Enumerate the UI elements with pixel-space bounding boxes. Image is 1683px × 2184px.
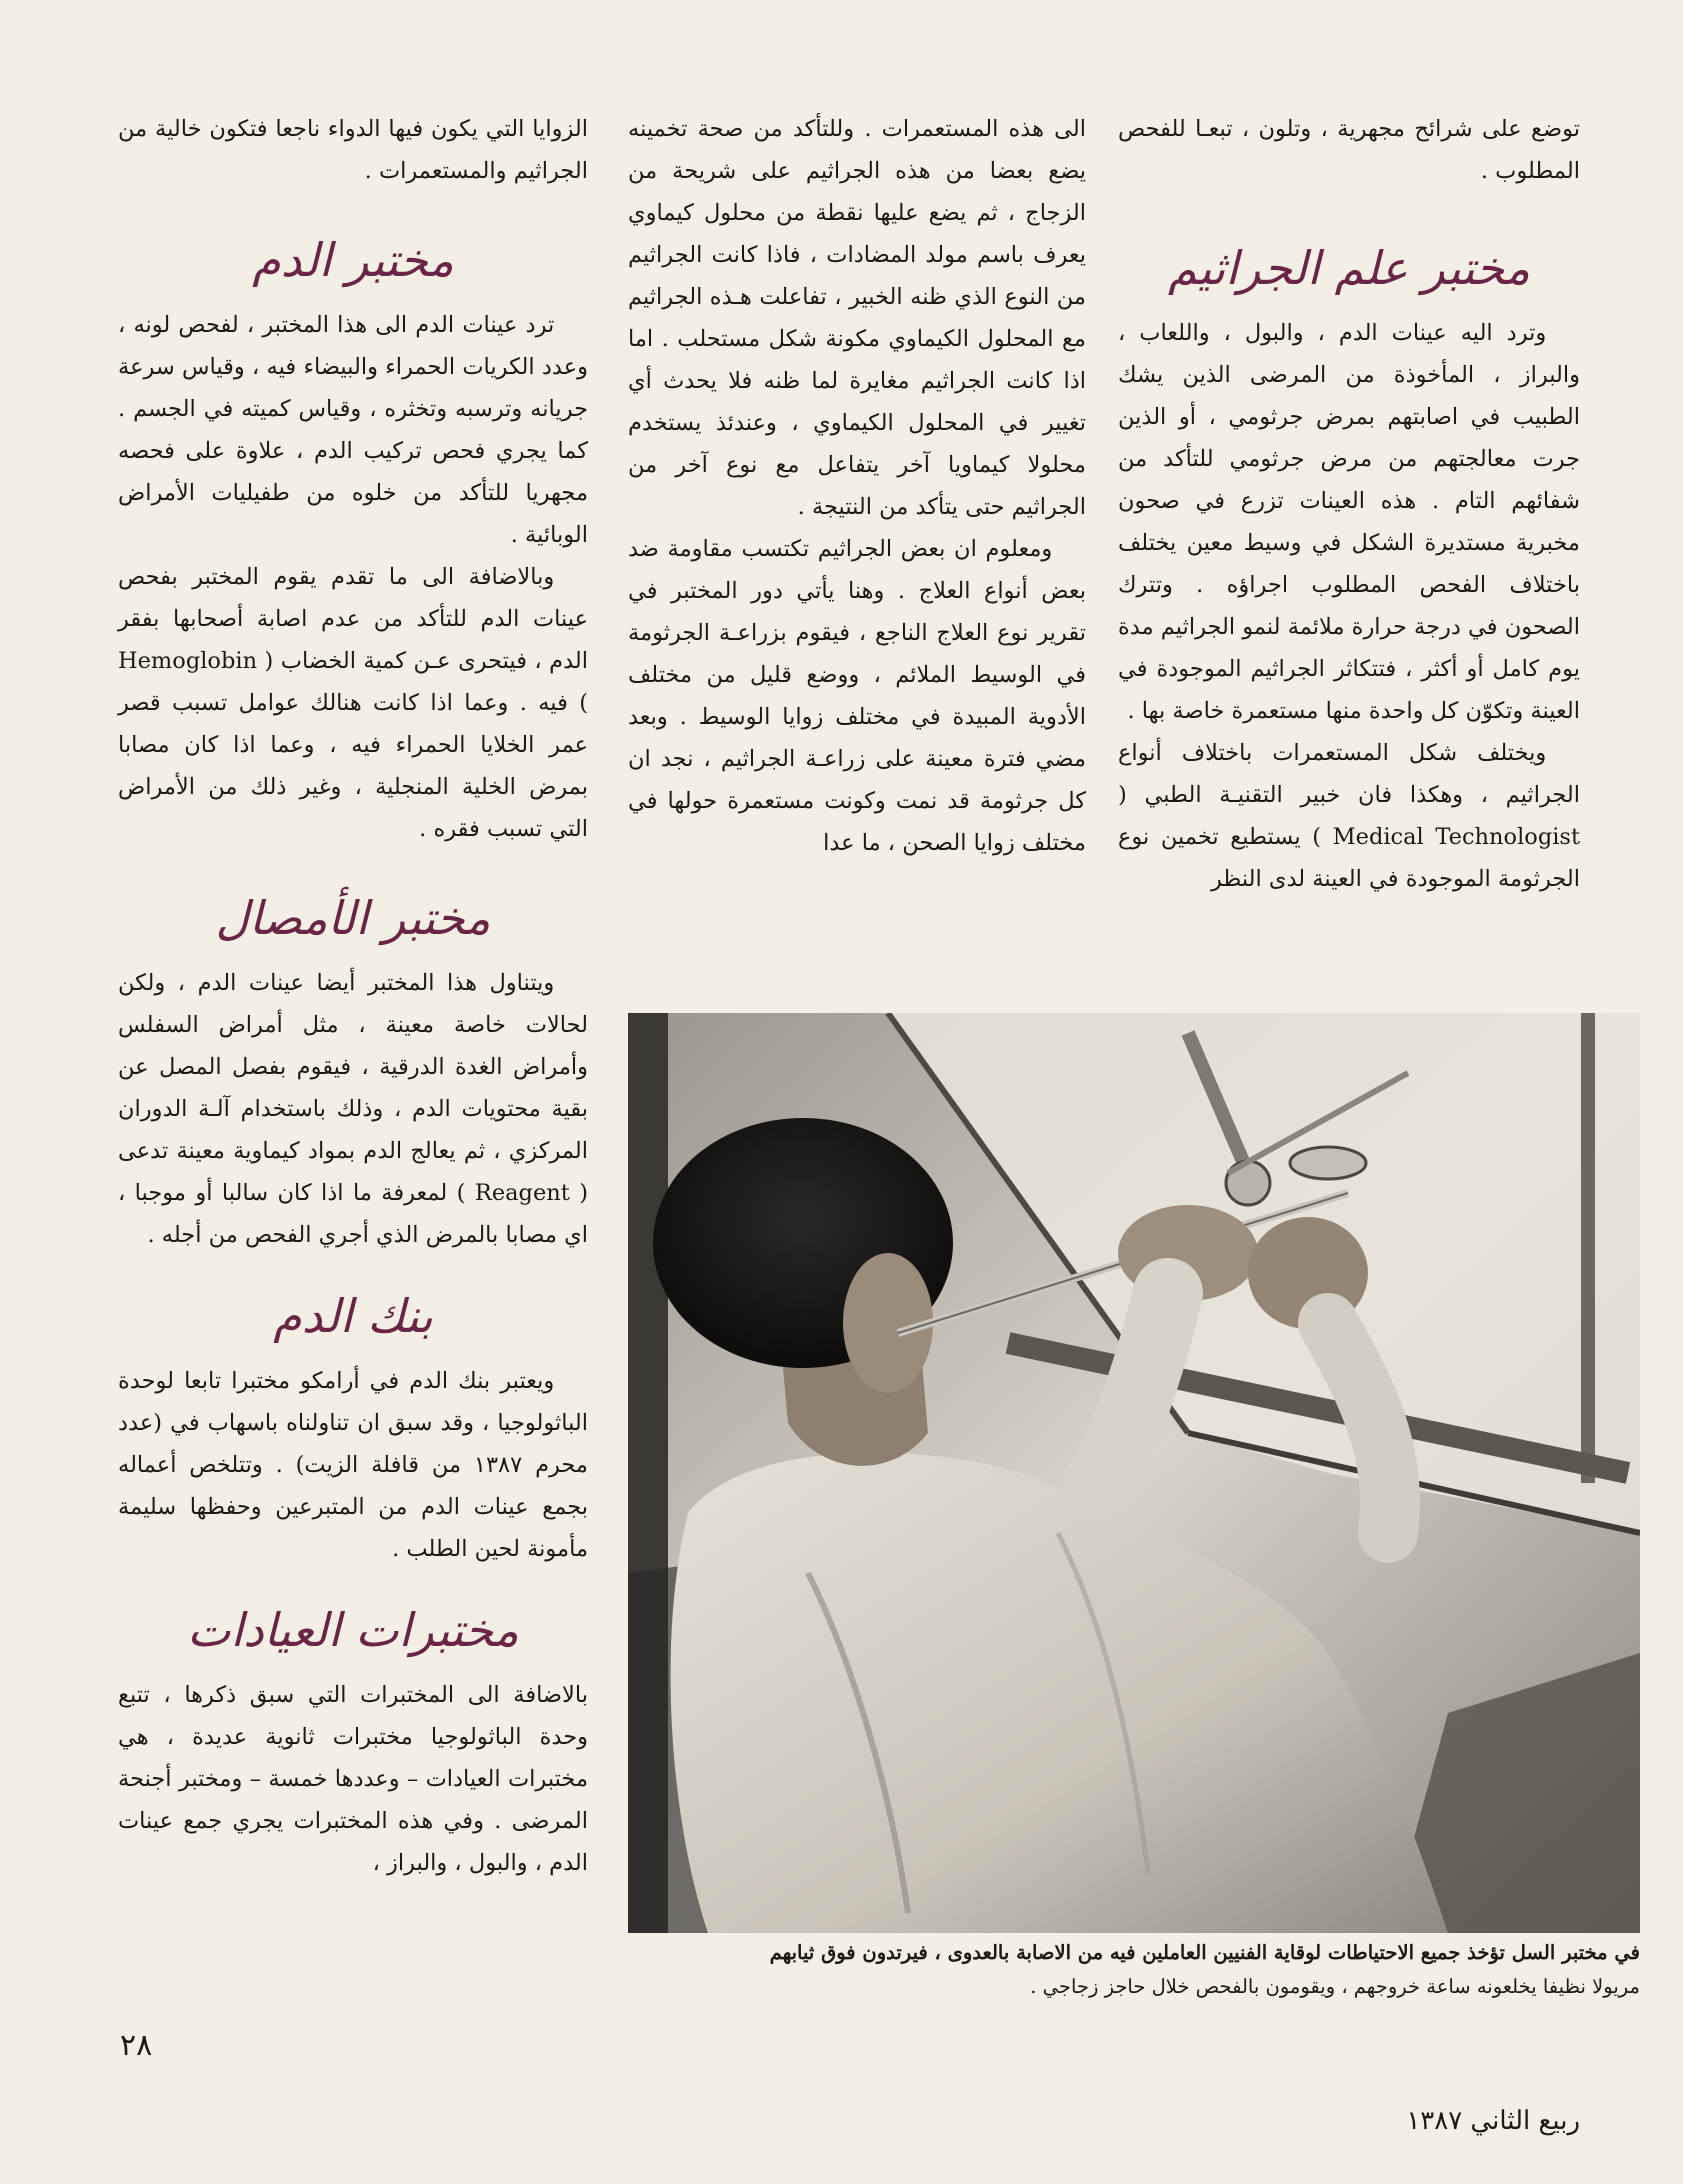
paragraph: ويختلف شكل المستعمرات باختلاف أنواع الجراثيم ، وهكذا فان خبير التقنيـة الطبي ( Medical Technologist ) يستطيع تخمين نوع الجرثومة الموجودة في العينة لدى النظر <box>1118 740 1581 892</box>
paragraph: وترد اليه عينات الدم ، والبول ، واللعاب ، والبراز ، المأخوذة من المرضى الذين يشك الطبيب في اصابتهم بمرض جرثومي ، أو الذين جرت معالجتهم من مرض جرثومي للتأكد من شفائهم التام . هذه العينات تزرع في صحون مخبرية مستديرة الشكل في وسيط معين يختلف باختلاف الفحص المطلوب اجراؤه . وتترك الصحون في درجة حرارة ملائمة لنمو الجراثيم مدة يوم كامل أو أكثر ، فتتكاثر الجراثيم الموجودة في العينة وتكوّن كل واحدة منها مستعمرة خاصة بها . <box>1117 320 1580 724</box>
paragraph: وبالاضافة الى ما تقدم يقوم المختبر بفحص عينات الدم للتأكد من عدم اصابة أصحابها بفقر الدم ، فيتحرى عـن كمية الخضاب ( Hemoglobin ) فيه . وعما اذا كانت هنالك عوامل تسبب قصر عمر الخلايا الحمراء فيه ، وعما اذا كان مصابا بمرض الخلية المنجلية ، وغير ذلك من الأمراض التي تسبب فقره . <box>118 564 588 842</box>
column-right <box>1118 108 1580 900</box>
issue-date-footer: ربيع الثاني ١٣٨٧ <box>1406 2106 1580 2136</box>
paragraph: الى هذه المستعمرات . وللتأكد من صحة تخمينه يضع بعضا من هذه الجراثيم على شريحة من الزجاج ، ثم يضع عليها نقطة من محلول كيماوي يعرف باسم مولد المضادات ، فاذا كانت الجراثيم من النوع الذي ظنه الخبير ، تفاعلت هـذه الجراثيم مع المحلول الكيماوي مكونة شكل مستحلب . اما اذا كانت الجراثيم مغايرة لما ظنه فلا يحدث أي تغيير في المحلول الكيماوي ، وعندئذ يستخدم محلولا كيماويا آخر يتفاعل مع نوع آخر من الجراثيم حتى يتأكد من النتيجة . <box>628 116 1086 520</box>
lab-technician-photo <box>628 1013 1640 1933</box>
column-right-intro: توضع على شرائح مجهرية ، وتلون ، تبعـا للفحص المطلوب . <box>1118 116 1580 184</box>
caption-line-1: في مختبر السل تؤخذ جميع الاحتياطات لوقاية الفنيين العاملين فيه من الاصابة بالعدوى ، فيرتدون فوق ثيابهم <box>769 1941 1640 1964</box>
heading-blood-lab: مختبر الدم <box>252 233 454 287</box>
heading-blood-bank: بنك الدم <box>273 1289 433 1343</box>
photo-illustration <box>628 1013 1640 1933</box>
paragraph: ترد عينات الدم الى هذا المختبر ، لفحص لونه ، وعدد الكريات الحمراء والبيضاء فيه ، وقياس سرعة جريانه وترسبه وتخثره ، وقياس كميته في الجسم . كما يجري فحص تركيب الدم ، علاوة على فحصه مجهريا للتأكد من خلوه من طفيليات الأمراض الوبائية . <box>118 312 588 548</box>
column-left <box>118 108 588 1884</box>
heading-bacteriology-lab: مختبر علم الجراثيم <box>1168 241 1530 295</box>
heading-serum-lab: مختبر الأمصال <box>215 891 491 945</box>
paragraph: ويتناول هذا المختبر أيضا عينات الدم ، ولكن لحالات خاصة معينة ، مثل أمراض السفلس وأمراض الغدة الدرقية ، فيقوم بفصل المصل عن بقية محتويات الدم ، وذلك باستخدام آلـة الدوران المركزي ، ثم يعالج الدم بمواد كيماوية معينة تدعى ( Reagent ) لمعرفة ما اذا كان سالبا أو موجبا ، اي مصابا بالمرض الذي أجري الفحص من أجله . <box>118 970 588 1248</box>
paragraph: بالاضافة الى المختبرات التي سبق ذكرها ، تتبع وحدة الباثولوجيا مختبرات ثانوية عديدة ، هي مختبرات العيادات – وعددها خمسة – ومختبر أجنحة المرضى . وفي هذه المختبرات يجري جمع عينات الدم ، والبول ، والبراز ، <box>118 1682 588 1876</box>
column-middle <box>628 108 1086 864</box>
page-number: ٢٨ <box>120 2028 153 2063</box>
column-left-intro: الزوايا التي يكون فيها الدواء ناجعا فتكون خالية من الجراثيم والمستعمرات . <box>118 116 588 184</box>
heading-clinic-labs: مختبرات العيادات <box>187 1603 519 1657</box>
paragraph: ويعتبر بنك الدم في أرامكو مختبرا تابعا لوحدة الباثولوجيا ، وقد سبق ان تناولناه باسهاب في (عدد محرم ١٣٨٧ من قافلة الزيت) . وتتلخص أعماله بجمع عينات الدم من المتبرعين وحفظها سليمة مأمونة لحين الطلب . <box>118 1368 588 1562</box>
caption-line-2: مريولا نظيفا يخلعونه ساعة خروجهم ، ويقومون بالفحص خلال حاجز زجاجي . <box>1030 1975 1640 1998</box>
photo-caption <box>628 1936 1640 2004</box>
paragraph: ومعلوم ان بعض الجراثيم تكتسب مقاومة ضد بعض أنواع العلاج . وهنا يأتي دور المختبر في تقرير نوع العلاج الناجع ، فيقوم بزراعـة الجرثومة في الوسيط الملائم ، ووضع قليل من مختلف الأدوية المبيدة في مختلف زوايا الوسيط . وبعد مضي فترة معينة على زراعـة الجراثيم ، نجد ان كل جرثومة قد نمت وكونت مستعمرة حولها في مختلف زوايا الصحن ، ما عدا <box>628 536 1086 856</box>
